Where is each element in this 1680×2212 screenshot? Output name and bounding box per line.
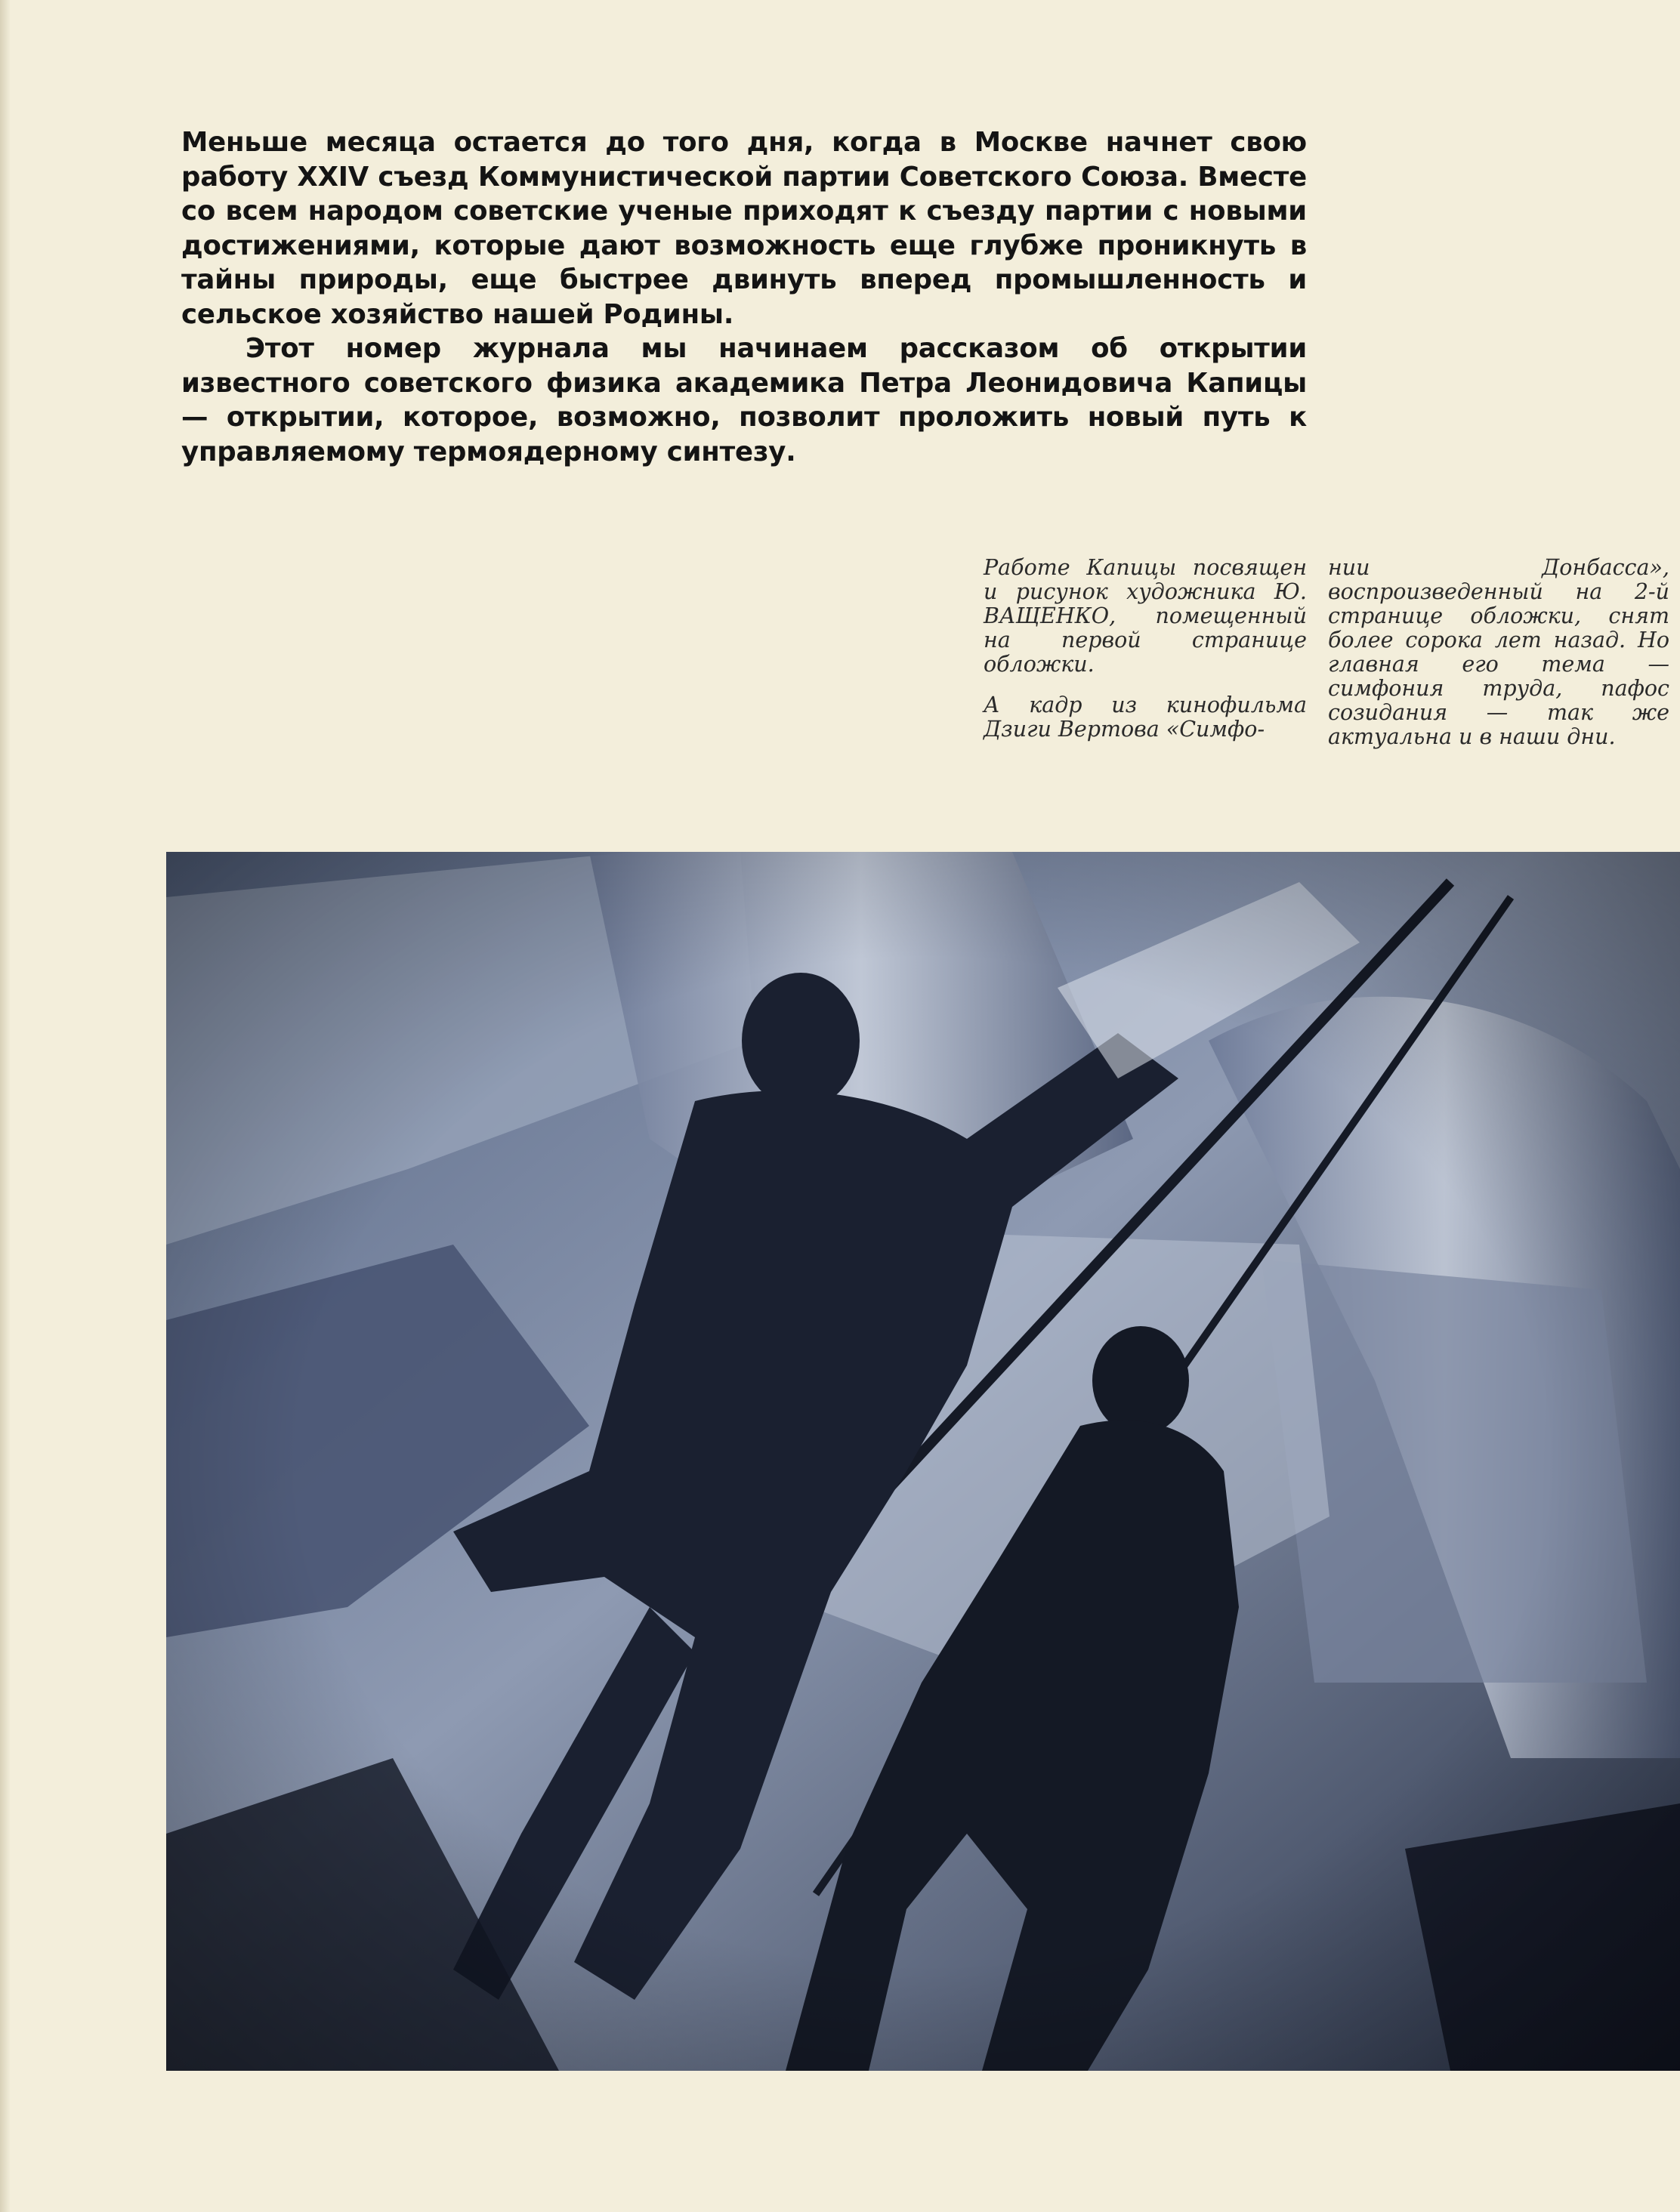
film-still-illustration — [166, 852, 1680, 2071]
caption-column-2 — [1328, 556, 1669, 749]
caption-col1-paragraph-1: Работе Капицы посвящен и рисунок художника Ю. ВАЩЕНКО, помещенный на первой странице обложки. — [984, 555, 1307, 677]
intro-paragraph-1: Меньше месяца остается до того дня, когда в Москве начнет свою работу XXIV съезд Коммунистической партии Советского Союза. Вместе со всем народом советские ученые приходят к съезду партии с новыми достижениями, которые дают возможность еще глубже проникнуть в тайны природы, еще быстрее двинуть вперед промышленность и сельское хозяйство нашей Родины. — [181, 127, 1307, 330]
page-spine-shadow — [0, 0, 11, 2212]
intro-paragraph-2: Этот номер журнала мы начинаем рассказом об открытии известного советского физика академика Петра Леонидовича Капицы — открытии, которое, возможно, позволит проложить новый путь к управляемому термоядерному синтезу. — [181, 333, 1307, 467]
intro-text — [181, 125, 1307, 469]
caption-column-1 — [984, 556, 1307, 742]
caption-col1-paragraph-2: А кадр из кинофильма Дзиги Вертова «Симфо- — [984, 693, 1307, 742]
caption-col2-paragraph: нии Донбасса», воспроизведенный на 2-й странице обложки, снят более сорока лет назад. Но главная его тема — симфония труда, пафос созидания — так же актуальна и в наши дни. — [1328, 555, 1669, 749]
film-still-photo — [166, 852, 1680, 2071]
photo-vignette — [166, 852, 1680, 2071]
